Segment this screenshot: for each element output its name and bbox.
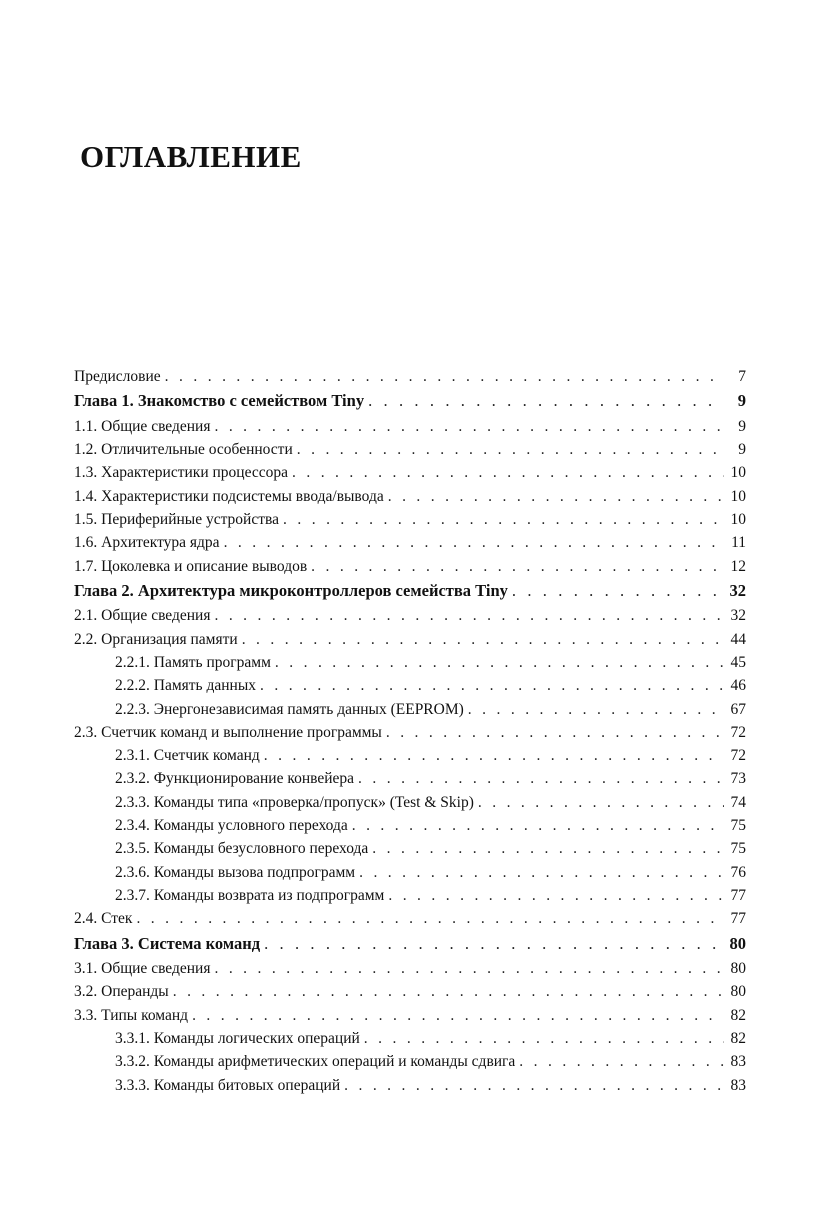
page-title: ОГЛАВЛЕНИЕ — [80, 139, 302, 174]
toc-page-number: 9 — [738, 417, 746, 435]
toc-entry[interactable] — [74, 1027, 746, 1050]
toc-entry-label: 2.3.7. Команды возврата из подпрограмм — [115, 886, 385, 904]
toc-entry-label: Глава 3. Система команд — [74, 933, 261, 953]
toc-dot-leader — [214, 415, 724, 438]
toc-dot-leader — [260, 674, 724, 697]
toc-dot-leader — [359, 861, 724, 884]
toc-entry-label: 2.2.2. Память данных — [115, 677, 256, 695]
toc-entry-label: 3.3. Типы команд — [74, 1006, 189, 1024]
toc-page-number: 10 — [730, 464, 746, 482]
toc-entry[interactable] — [74, 415, 746, 438]
toc-dot-leader — [478, 791, 724, 814]
toc-entry[interactable] — [74, 837, 746, 860]
toc-entry[interactable] — [74, 508, 746, 531]
toc-entry[interactable] — [74, 744, 746, 767]
toc-chapter-entry[interactable] — [74, 578, 746, 605]
toc-dot-leader — [388, 485, 724, 508]
toc-dot-leader — [344, 1074, 724, 1097]
toc-chapter-entry[interactable] — [74, 931, 746, 958]
toc-page-number: 77 — [730, 886, 746, 904]
toc-page-number: 7 — [738, 368, 746, 385]
toc-dot-leader — [264, 744, 724, 767]
toc-page-number: 32 — [729, 580, 746, 600]
toc-entry[interactable] — [74, 1074, 746, 1097]
toc-page-number: 80 — [730, 960, 746, 978]
toc-entry[interactable] — [74, 957, 746, 980]
toc-entry-label: 3.3.1. Команды логических операций — [115, 1029, 360, 1047]
toc-page-number: 83 — [730, 1076, 746, 1094]
toc-dot-leader — [214, 604, 724, 627]
toc-entry[interactable] — [74, 555, 746, 578]
toc-dot-leader — [292, 461, 724, 484]
toc-dot-leader — [372, 837, 724, 860]
toc-page-number: 80 — [729, 933, 746, 953]
toc-dot-leader — [468, 698, 724, 721]
toc-entry-label: 1.4. Характеристики подсистемы ввода/вывода — [74, 487, 384, 505]
toc-page-number: 45 — [730, 653, 746, 671]
toc-page-number: 76 — [730, 863, 746, 881]
toc-entry[interactable] — [74, 1050, 746, 1073]
toc-dot-leader — [297, 438, 724, 461]
toc-page-number: 12 — [730, 557, 746, 575]
toc-entry[interactable] — [74, 767, 746, 790]
toc-dot-leader — [386, 721, 724, 744]
toc-chapter-entry[interactable] — [74, 388, 746, 415]
toc-dot-leader — [173, 980, 724, 1003]
toc-entry-label: 2.4. Стек — [74, 910, 133, 928]
toc-dot-leader — [352, 814, 724, 837]
toc-page-number: 46 — [730, 677, 746, 695]
toc-dot-leader — [368, 388, 724, 415]
toc-page-number: 67 — [730, 700, 746, 718]
toc-entry-label: 1.1. Общие сведения — [74, 417, 211, 435]
toc-entry[interactable] — [74, 461, 746, 484]
toc-dot-leader — [283, 508, 724, 531]
toc-entry-label: 1.5. Периферийные устройства — [74, 510, 280, 528]
toc-dot-leader — [275, 651, 724, 674]
toc-dot-leader — [519, 1050, 724, 1073]
toc-dot-leader — [388, 884, 724, 907]
toc-page-number: 80 — [730, 983, 746, 1001]
toc-entry-label: Глава 1. Знакомство с семейством Tiny — [74, 391, 365, 411]
toc-entry-label: 2.2. Организация памяти — [74, 630, 238, 648]
toc-entry-label: 3.1. Общие сведения — [74, 960, 211, 978]
toc-entry-label: 1.7. Цоколевка и описание выводов — [74, 557, 308, 575]
toc-entry[interactable] — [74, 698, 746, 721]
toc-entry[interactable] — [74, 814, 746, 837]
toc-page-number: 83 — [730, 1053, 746, 1071]
toc-entry-label: 1.6. Архитектура ядра — [74, 534, 220, 552]
toc-entry[interactable] — [74, 980, 746, 1003]
toc-page-number: 82 — [730, 1029, 746, 1047]
toc-page-number: 10 — [730, 487, 746, 505]
toc-entry[interactable] — [74, 604, 746, 627]
toc-dot-leader — [224, 531, 724, 554]
toc-page-number: 75 — [730, 840, 746, 858]
toc-entry[interactable] — [74, 628, 746, 651]
toc-page-number: 32 — [730, 607, 746, 625]
toc-entry-label: 2.1. Общие сведения — [74, 607, 211, 625]
toc-entry-label: 3.3.3. Команды битовых операций — [115, 1076, 341, 1094]
toc-entry-label: 3.3.2. Команды арифметических операций и команды сдвига — [115, 1053, 516, 1071]
toc-dot-leader — [512, 578, 724, 605]
toc-entry[interactable] — [74, 438, 746, 461]
toc-dot-leader — [358, 767, 724, 790]
toc-page-number: 10 — [730, 510, 746, 528]
toc-entry-label: 2.3.3. Команды типа «проверка/пропуск» (Test & Skip) — [115, 793, 474, 811]
toc-entry[interactable] — [74, 365, 746, 388]
toc-entry[interactable] — [74, 861, 746, 884]
toc-entry-label: 1.3. Характеристики процессора — [74, 464, 288, 482]
toc-page-number: 77 — [730, 910, 746, 928]
toc-dot-leader — [136, 907, 724, 930]
toc-entry-label: Предисловие — [74, 368, 161, 385]
toc-dot-leader — [192, 1004, 724, 1027]
toc-entry[interactable] — [74, 907, 746, 930]
toc-entry-label: 2.3.6. Команды вызова подпрограмм — [115, 863, 356, 881]
table-of-contents — [74, 365, 746, 1097]
toc-page-number: 9 — [737, 391, 746, 411]
toc-dot-leader — [165, 365, 724, 388]
toc-entry[interactable] — [74, 651, 746, 674]
toc-entry[interactable] — [74, 531, 746, 554]
toc-dot-leader — [242, 628, 724, 651]
toc-dot-leader — [214, 957, 724, 980]
toc-page-number: 72 — [730, 723, 746, 741]
toc-page-number: 9 — [738, 441, 746, 459]
toc-entry-label: 2.3.5. Команды безусловного перехода — [115, 840, 369, 858]
toc-entry-label: 2.3.4. Команды условного перехода — [115, 817, 348, 835]
toc-page-number: 11 — [731, 534, 746, 552]
toc-page-number: 73 — [730, 770, 746, 788]
toc-entry-label: 2.2.1. Память программ — [115, 653, 271, 671]
toc-dot-leader — [364, 1027, 724, 1050]
toc-entry[interactable] — [74, 791, 746, 814]
toc-entry-label: 3.2. Операнды — [74, 983, 169, 1001]
toc-dot-leader — [264, 931, 724, 958]
toc-entry-label: Глава 2. Архитектура микроконтроллеров семейства Tiny — [74, 580, 508, 600]
toc-page-number: 74 — [730, 793, 746, 811]
toc-page-number: 75 — [730, 817, 746, 835]
toc-entry[interactable] — [74, 485, 746, 508]
toc-dot-leader — [311, 555, 724, 578]
toc-entry[interactable] — [74, 1004, 746, 1027]
toc-entry[interactable] — [74, 674, 746, 697]
toc-entry-label: 1.2. Отличительные особенности — [74, 441, 293, 459]
toc-entry-label: 2.2.3. Энергонезависимая память данных (EEPROM) — [115, 700, 464, 718]
toc-page-number: 82 — [730, 1006, 746, 1024]
toc-entry-label: 2.3.2. Функционирование конвейера — [115, 770, 355, 788]
toc-page-number: 44 — [730, 630, 746, 648]
toc-entry-label: 2.3. Счетчик команд и выполнение программы — [74, 723, 382, 741]
toc-page-number: 72 — [730, 747, 746, 765]
toc-entry-label: 2.3.1. Счетчик команд — [115, 747, 260, 765]
toc-entry[interactable] — [74, 721, 746, 744]
toc-entry[interactable] — [74, 884, 746, 907]
